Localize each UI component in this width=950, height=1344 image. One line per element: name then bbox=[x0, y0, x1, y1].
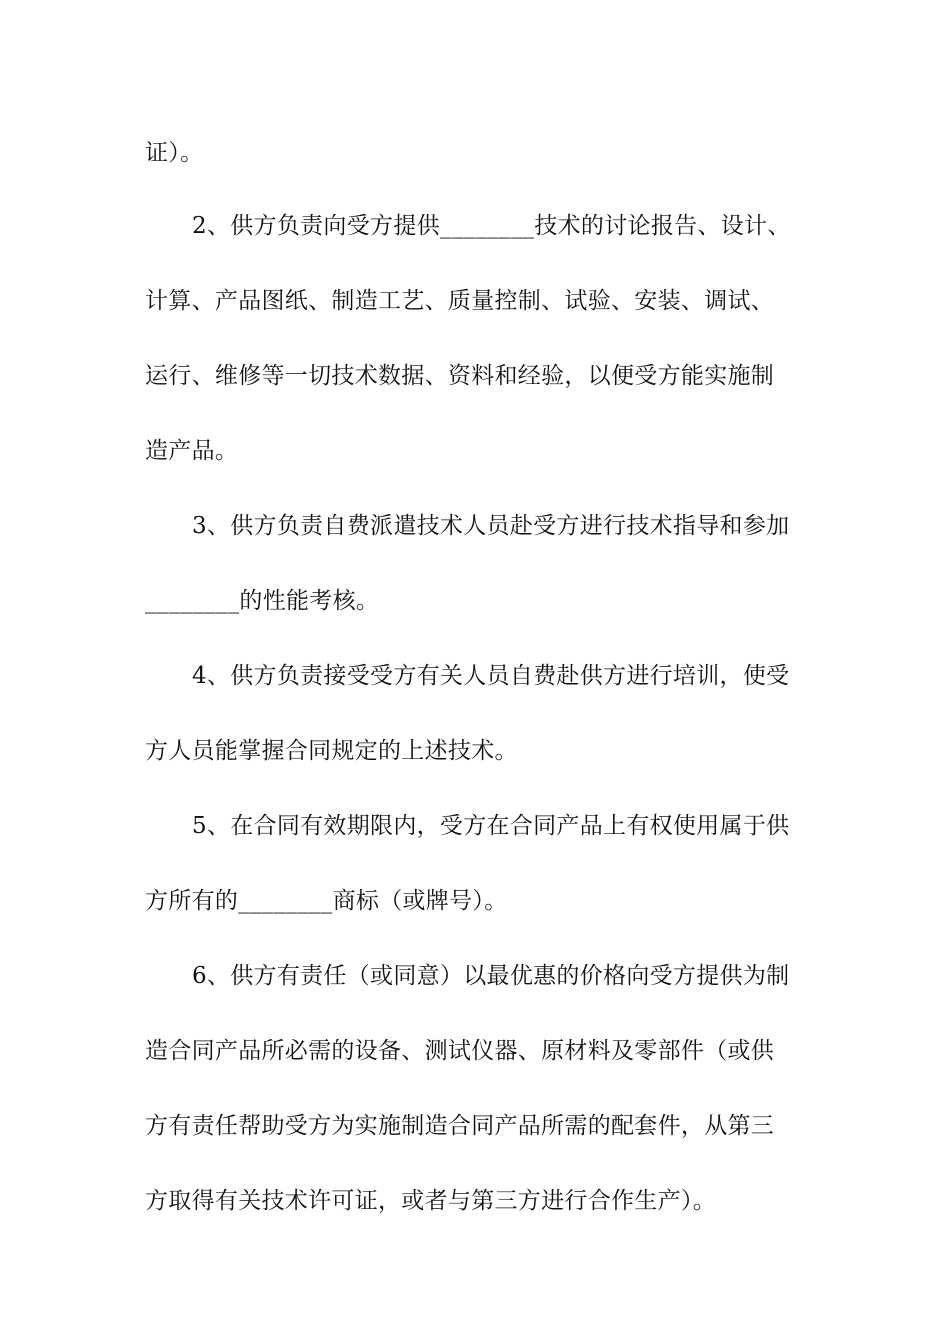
paragraph-2-line-4: 造产品。 bbox=[145, 438, 239, 464]
paragraph-5-line-1: 5、在合同有效期限内，受方在合同产品上有权使用属于供 bbox=[192, 813, 790, 839]
paragraph-6-line-1: 6、供方有责任（或同意）以最优惠的价格向受方提供为制 bbox=[192, 963, 790, 989]
paragraph-2-line-1: 2、供方负责向受方提供________技术的讨论报告、设计、 bbox=[192, 213, 791, 239]
paragraph-6-line-3: 方有责任帮助受方为实施制造合同产品所需的配套件，从第三 bbox=[145, 1113, 775, 1139]
paragraph-2-line-2: 计算、产品图纸、制造工艺、质量控制、试验、安装、调试、 bbox=[145, 288, 775, 314]
paragraph-3-line-2: ________的性能考核。 bbox=[145, 588, 380, 614]
paragraph-6-line-4: 方取得有关技术许可证，或者与第三方进行合作生产）。 bbox=[145, 1188, 716, 1214]
paragraph-5-line-2: 方所有的________商标（或牌号）。 bbox=[145, 888, 508, 914]
paragraph-4-line-2: 方人员能掌握合同规定的上述技术。 bbox=[145, 738, 518, 764]
paragraph-1-line-1: 证）。 bbox=[145, 140, 204, 166]
paragraph-2-line-3: 运行、维修等一切技术数据、资料和经验，以便受方能实施制 bbox=[145, 363, 775, 389]
paragraph-4-line-1: 4、供方负责接受受方有关人员自费赴供方进行培训，使受 bbox=[192, 663, 790, 689]
paragraph-6-line-2: 造合同产品所必需的设备、测试仪器、原材料及零部件（或供 bbox=[145, 1038, 775, 1064]
paragraph-3-line-1: 3、供方负责自费派遣技术人员赴受方进行技术指导和参加 bbox=[192, 513, 790, 539]
